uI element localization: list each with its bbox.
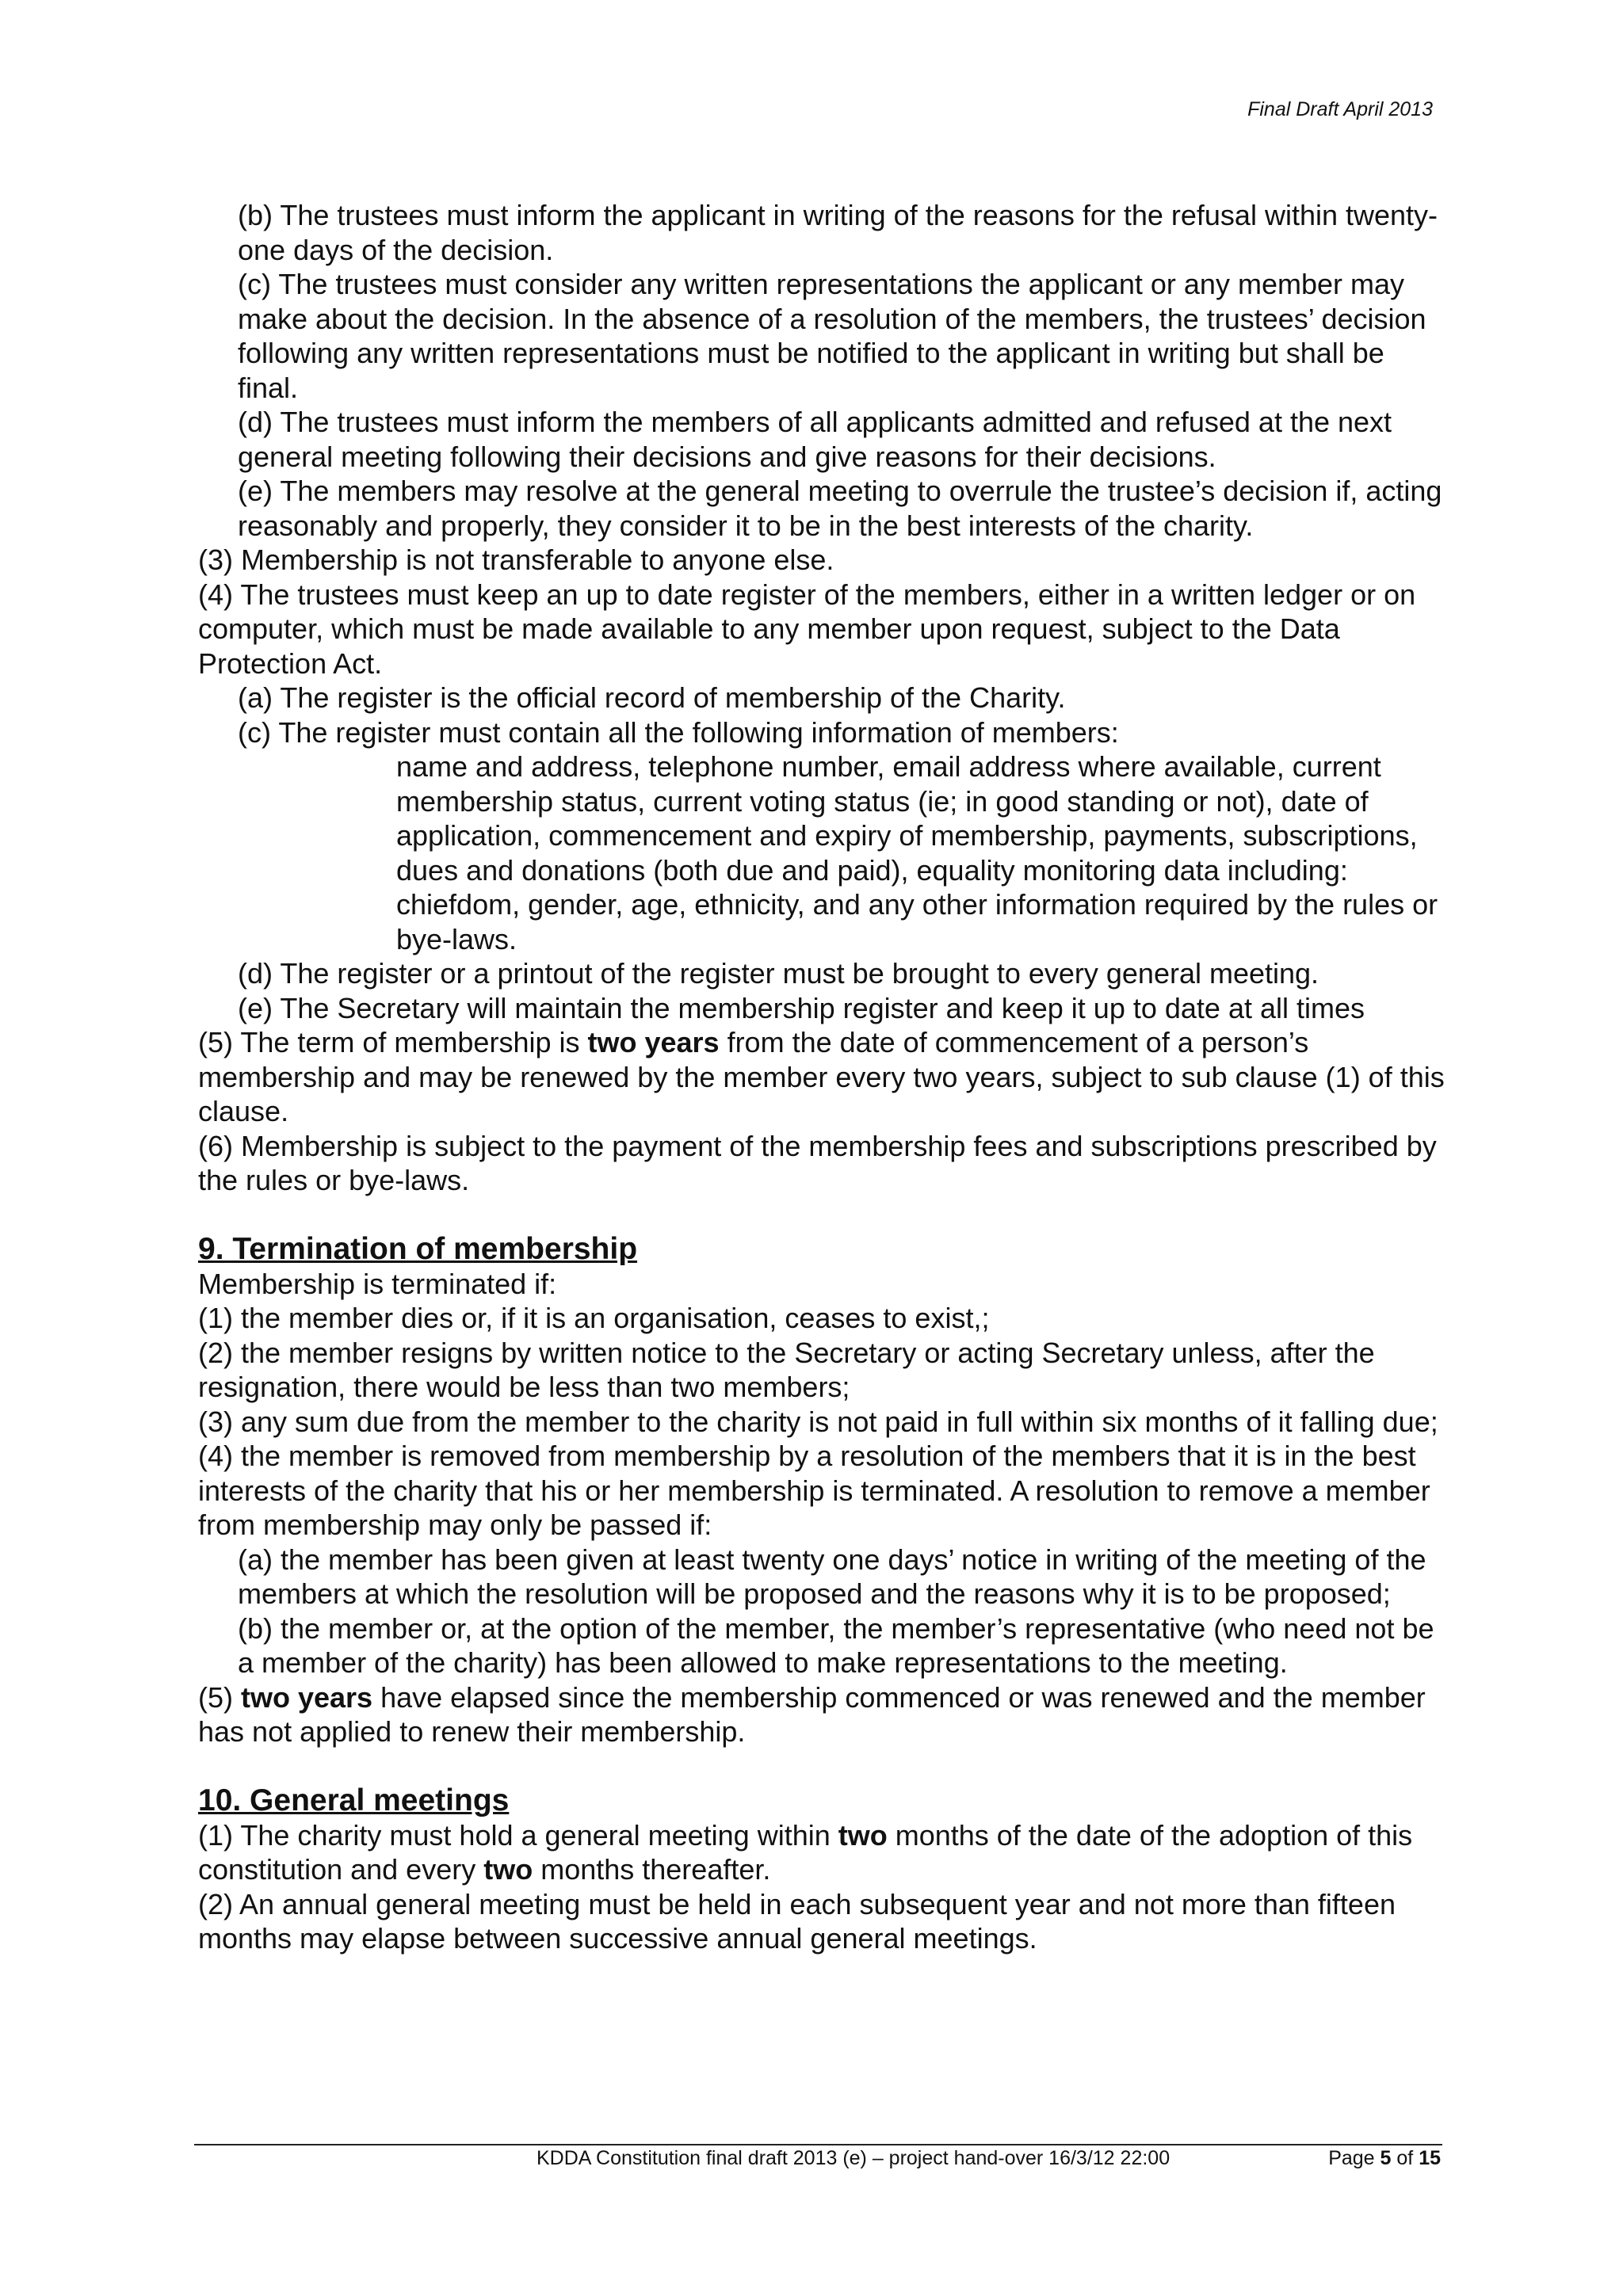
clause-9-4b: (b) the member or, at the option of the member, the member’s representative (who need not be a member of the charity) has been allowed to make representations to the meeting. xyxy=(238,1611,1434,1679)
clause-9-4: (4) the member is removed from membership by a resolution of the members that it is in the best interests of the charity that his or her membership is terminated. A resolution to remove a member from membership may only be passed if: xyxy=(198,1440,1430,1541)
clause-8-5-rest: from the date of commencement of a person’s membership and may be renewed by the member every two years, subject to sub clause (1) of this clause. xyxy=(198,1026,1445,1127)
page-word: Page xyxy=(1328,2147,1381,2169)
clause-8-2b: (b) The trustees must inform the applicant in writing of the reasons for the refusal within twenty-one days of the decision. xyxy=(238,199,1438,266)
clause-8-4d: (d) The register or a printout of the register must be brought to every general meeting. xyxy=(238,957,1319,990)
section-9-heading: 9. Termination of membership xyxy=(198,1231,638,1266)
clause-10-1 xyxy=(198,1818,1450,1887)
clause-8-5-text: (5) The term of membership is xyxy=(198,1026,588,1058)
footer-reference: KDDA Constitution final draft 2013 (e) – project hand-over 16/3/12 22:00 xyxy=(537,2147,1170,2169)
section-9-intro: Membership is terminated if: xyxy=(198,1267,557,1300)
clause-8-4c: (c) The register must contain all the following information of members: xyxy=(238,715,1119,749)
section-10-heading: 10. General meetings xyxy=(198,1783,510,1817)
clause-9-3: (3) any sum due from the member to the charity is not paid in full within six months of it falling due; xyxy=(198,1405,1438,1438)
clause-10-1-emphasis-2: two xyxy=(483,1853,533,1886)
clause-8-2d: (d) The trustees must inform the members of all applicants admitted and refused at the next general meeting following their decisions and give reasons for their decisions. xyxy=(238,406,1392,473)
clause-10-1-c: months of the date of the adoption of this constitution and every xyxy=(198,1818,1413,1886)
footer-divider xyxy=(194,2144,1442,2145)
clause-8-4e: (e) The Secretary will maintain the membership register and keep it up to date at all times xyxy=(238,991,1365,1024)
clause-8-2e: (e) The members may resolve at the general meeting to overrule the trustee’s decision if, acting reasonably and properly, they consider it to be in the best interests of the charity. xyxy=(238,475,1442,542)
clause-10-2: (2) An annual general meeting must be held in each subsequent year and not more than fifteen months may elapse between successive annual general meetings. xyxy=(198,1887,1396,1955)
clause-8-5-emphasis: two years xyxy=(587,1026,720,1058)
register-details: name and address, telephone number, email address where available, current membership status, current voting status (ie; in good standing or not), date of application, commencement and expiry of membership, payments, subscriptions, dues and donations (both due and paid), equality monitoring data including: chiefdom, gender, age, ethnicity, and any other information required by the rules or bye-laws. xyxy=(396,750,1438,955)
total-pages: 15 xyxy=(1419,2147,1441,2169)
page-number xyxy=(1328,2147,1441,2170)
clause-10-1-a: (1) The charity must hold a general meeting within xyxy=(198,1818,838,1852)
clause-8-4a: (a) The register is the official record of membership of the Charity. xyxy=(238,681,1066,714)
clause-8-5 xyxy=(198,1025,1450,1129)
current-page: 5 xyxy=(1380,2147,1392,2169)
clause-9-5-num: (5) xyxy=(198,1680,241,1714)
clause-8-3: (3) Membership is not transferable to anyone else. xyxy=(198,543,834,576)
clause-8-4: (4) The trustees must keep an up to date register of the members, either in a written ledger or on computer, which must be made available to any member upon request, subject to the Data Protection Act. xyxy=(198,578,1416,680)
clause-9-5-text: have elapsed since the membership commenced or was renewed and the member has not applied to renew their membership. xyxy=(198,1680,1426,1748)
clause-9-2: (2) the member resigns by written notice to the Secretary or acting Secretary unless, after the resignation, there would be less than two members; xyxy=(198,1336,1375,1403)
clause-9-1: (1) the member dies or, if it is an organisation, ceases to exist,; xyxy=(198,1302,990,1334)
draft-header: Final Draft April 2013 xyxy=(1247,98,1433,120)
clause-9-4a: (a) the member has been given at least twenty one days’ notice in writing of the meeting of the members at which the resolution will be proposed and the reasons why it is to be proposed; xyxy=(238,1543,1426,1610)
document-body xyxy=(198,198,1450,1956)
clause-8-2c: (c) The trustees must consider any written representations the applicant or any member may make about the decision. In the absence of a resolution of the members, the trustees’ decision following any written representations must be notified to the applicant in writing but shall be final. xyxy=(238,268,1426,404)
clause-8-6: (6) Membership is subject to the payment of the membership fees and subscriptions prescribed by the rules or bye-laws. xyxy=(198,1129,1437,1196)
clause-9-5 xyxy=(198,1680,1450,1749)
clause-10-1-emphasis-1: two xyxy=(838,1818,888,1852)
clause-9-5-emphasis: two years xyxy=(241,1680,373,1714)
of-word: of xyxy=(1391,2147,1419,2169)
clause-10-1-d: months thereafter. xyxy=(533,1853,771,1886)
